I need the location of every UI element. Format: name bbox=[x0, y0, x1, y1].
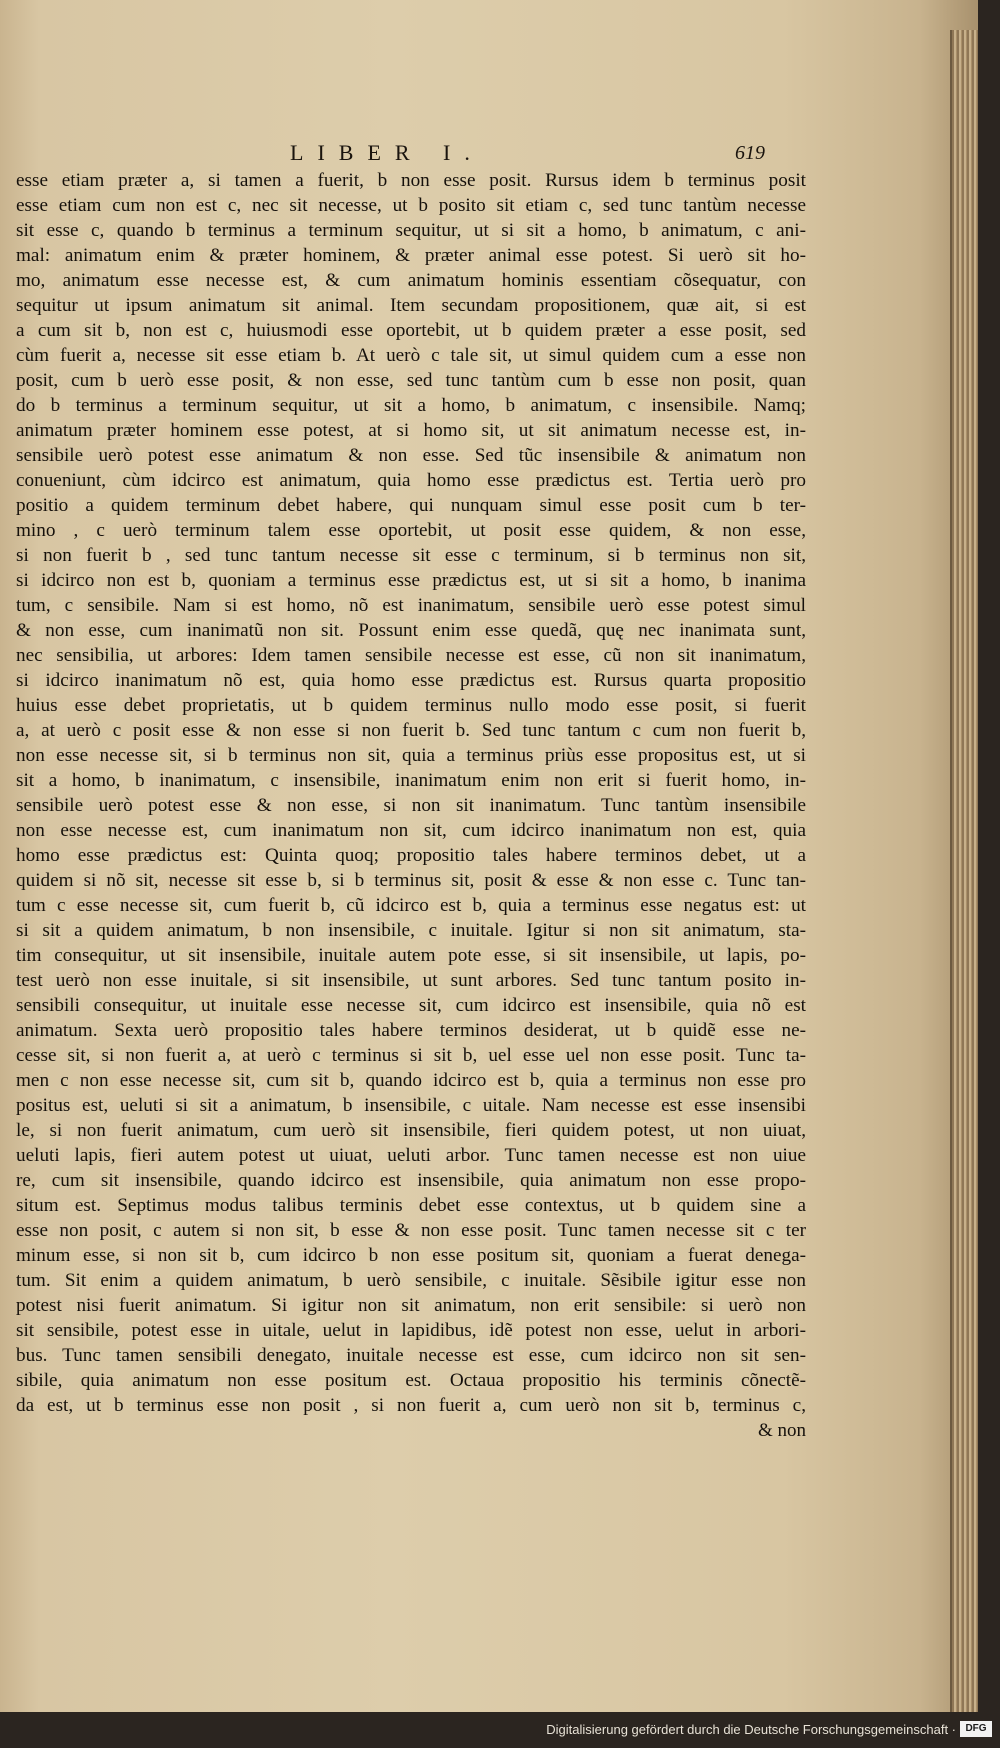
digitization-footer bbox=[0, 1712, 1000, 1748]
text-line: non esse necesse est, cum inanimatum non sit, cum idcirco inanimatum non est, quia bbox=[16, 820, 806, 841]
text-line: a, at uerò c posit esse & non esse si non fuerit b. Sed tunc tantum c cum non fuerit b, bbox=[16, 720, 806, 741]
text-line: si sit a quidem animatum, b non insensibile, c inuitale. Igitur si non sit animatum, sta- bbox=[16, 920, 806, 941]
text-line: nec sensibilia, ut arbores: Idem tamen sensibile necesse est esse, cũ non sit inanimatum, bbox=[16, 645, 806, 666]
text-line: sensibile uerò potest esse & non esse, si non sit inanimatum. Tunc tantùm insensibile bbox=[16, 795, 806, 816]
funding-credit: Digitalisierung gefördert durch die Deutsche Forschungsgemeinschaft · bbox=[546, 1722, 956, 1737]
text-line: cesse sit, si non fuerit a, at uerò c terminus si sit b, uel esse uel non esse posit. Tunc ta- bbox=[16, 1045, 806, 1066]
text-line: re, cum sit insensibile, quando idcirco est insensibile, quia animatum non esse propo- bbox=[16, 1170, 806, 1191]
text-line: sequitur ut ipsum animatum sit animal. Item secundam propositionem, quæ ait, si est bbox=[16, 295, 806, 316]
text-line: esse non posit, c autem si non sit, b esse & non esse posit. Tunc tamen necesse sit c ter bbox=[16, 1220, 806, 1241]
text-line: positus est, ueluti si sit a animatum, b insensibile, c uitale. Nam necesse est esse insensibi bbox=[16, 1095, 806, 1116]
text-line: tum. Sit enim a quidem animatum, b uerò sensibile, c inuitale. Sẽsibile igitur esse non bbox=[16, 1270, 806, 1291]
text-line: da est, ut b terminus esse non posit , si non fuerit a, cum uerò non sit b, terminus c, bbox=[16, 1395, 806, 1416]
text-line: si non fuerit b , sed tunc tantum necesse sit esse c terminum, si b terminus non sit, bbox=[16, 545, 806, 566]
text-line: sit a homo, b inanimatum, c insensibile, inanimatum enim non erit si fuerit homo, in- bbox=[16, 770, 806, 791]
text-line: tum, c sensibile. Nam si est homo, nõ est inanimatum, sensibile uerò esse potest simul bbox=[16, 595, 806, 616]
text-line: minum esse, si non sit b, cum idcirco b non esse positum sit, quoniam a fuerat denega- bbox=[16, 1245, 806, 1266]
text-line: huius esse debet proprietatis, ut b quidem terminus nullo modo esse posit, si fuerit bbox=[16, 695, 806, 716]
text-line: quidem si nõ sit, necesse sit esse b, si b terminus sit, posit & esse & non esse c. Tunc tan- bbox=[16, 870, 806, 891]
text-line: bus. Tunc tamen sensibili denegato, inuitale necesse est esse, cum idcirco non sit sen- bbox=[16, 1345, 806, 1366]
text-line: situm est. Septimus modus talibus terminis debet esse contextus, ut b quidem sine a bbox=[16, 1195, 806, 1216]
text-line: animatum. Sexta uerò propositio tales habere terminos desiderat, ut b quidẽ esse ne- bbox=[16, 1020, 806, 1041]
text-line: homo esse prædictus est: Quinta quoq; propositio tales habere terminos debet, ut a bbox=[16, 845, 806, 866]
catchword: & non bbox=[757, 1420, 806, 1441]
page-header bbox=[0, 140, 978, 170]
text-line: esse etiam cum non est c, nec sit necesse, ut b posito sit etiam c, sed tunc tantùm necesse bbox=[16, 195, 806, 216]
text-line: conueniunt, cùm idcirco est animatum, quia homo esse prædictus est. Tertia uerò pro bbox=[16, 470, 806, 491]
text-line: sit esse c, quando b terminus a terminum sequitur, ut si sit a homo, b animatum, c ani- bbox=[16, 220, 806, 241]
page-edges bbox=[950, 30, 978, 1712]
text-line: sibile, quia animatum non esse positum est. Octaua propositio his terminis cõnectẽ- bbox=[16, 1370, 806, 1391]
text-line: men c non esse necesse sit, cum sit b, quando idcirco est b, quia a terminus non esse pro bbox=[16, 1070, 806, 1091]
page-number: 619 bbox=[735, 142, 765, 164]
text-line: tum c esse necesse sit, cum fuerit b, cũ idcirco est b, quia a terminus esse negatus est: ut bbox=[16, 895, 806, 916]
body-text bbox=[16, 168, 806, 1443]
text-line: le, si non fuerit animatum, cum uerò sit insensibile, fieri quidem potest, ut non uiuat, bbox=[16, 1120, 806, 1141]
text-line: & non esse, cum inanimatũ non sit. Possunt enim esse quedã, quę nec inanimata sunt, bbox=[16, 620, 806, 641]
text-line: posit, cum b uerò esse posit, & non esse, sed tunc tantùm cum b esse non posit, quan bbox=[16, 370, 806, 391]
text-line: sensibile uerò potest esse animatum & non esse. Sed tũc insensibile & animatum non bbox=[16, 445, 806, 466]
text-line: potest nisi fuerit animatum. Si igitur non sit animatum, non erit sensibile: si uerò non bbox=[16, 1295, 806, 1316]
text-line: si idcirco inanimatum nõ est, quia homo esse prædictus est. Rursus quarta propositio bbox=[16, 670, 806, 691]
dfg-logo-icon: DFG bbox=[960, 1721, 992, 1737]
text-line: do b terminus a terminum sequitur, ut sit a homo, b animatum, c insensibile. Namq; bbox=[16, 395, 806, 416]
text-line: tim consequitur, ut sit insensibile, inuitale autem pote esse, si sit insensibile, ut lapis, po- bbox=[16, 945, 806, 966]
running-head: LIBER I. bbox=[290, 140, 484, 165]
text-line: animatum præter hominem esse potest, at si homo sit, ut sit animatum necesse est, in- bbox=[16, 420, 806, 441]
text-line: esse etiam præter a, si tamen a fuerit, b non esse posit. Rursus idem b terminus posit bbox=[16, 170, 806, 191]
text-line: test uerò non esse inuitale, si sit insensibile, ut sunt arbores. Sed tunc tantum posito in- bbox=[16, 970, 806, 991]
text-line: a cum sit b, non est c, huiusmodi esse oportebit, ut b quidem præter a esse posit, sed bbox=[16, 320, 806, 341]
text-line: mino , c uerò terminum talem esse oportebit, ut posit esse quidem, & non esse, bbox=[16, 520, 806, 541]
text-line: ueluti lapis, fieri autem potest ut uiuat, ueluti arbor. Tunc tamen necesse est non uiue bbox=[16, 1145, 806, 1166]
text-line: positio a quidem terminum debet habere, qui nunquam simul esse posit cum b ter- bbox=[16, 495, 806, 516]
text-line: sit sensibile, potest esse in uitale, uelut in lapidibus, idẽ potest non esse, uelut in arbori- bbox=[16, 1320, 806, 1341]
text-line: si idcirco non est b, quoniam a terminus esse prædictus est, ut si sit a homo, b inanima bbox=[16, 570, 806, 591]
text-line: sensibili consequitur, ut inuitale esse necesse sit, cum idcirco est insensibile, quia nõ est bbox=[16, 995, 806, 1016]
text-line: non esse necesse sit, si b terminus non sit, quia a terminus priùs esse propositus est, ut si bbox=[16, 745, 806, 766]
text-line: mal: animatum enim & præter hominem, & præter animal esse potest. Si uerò sit ho- bbox=[16, 245, 806, 266]
text-line: cùm fuerit a, necesse sit esse etiam b. At uerò c tale sit, ut simul quidem cum a esse non bbox=[16, 345, 806, 366]
text-line: mo, animatum esse necesse est, & cum animatum hominis essentiam cõsequatur, con bbox=[16, 270, 806, 291]
